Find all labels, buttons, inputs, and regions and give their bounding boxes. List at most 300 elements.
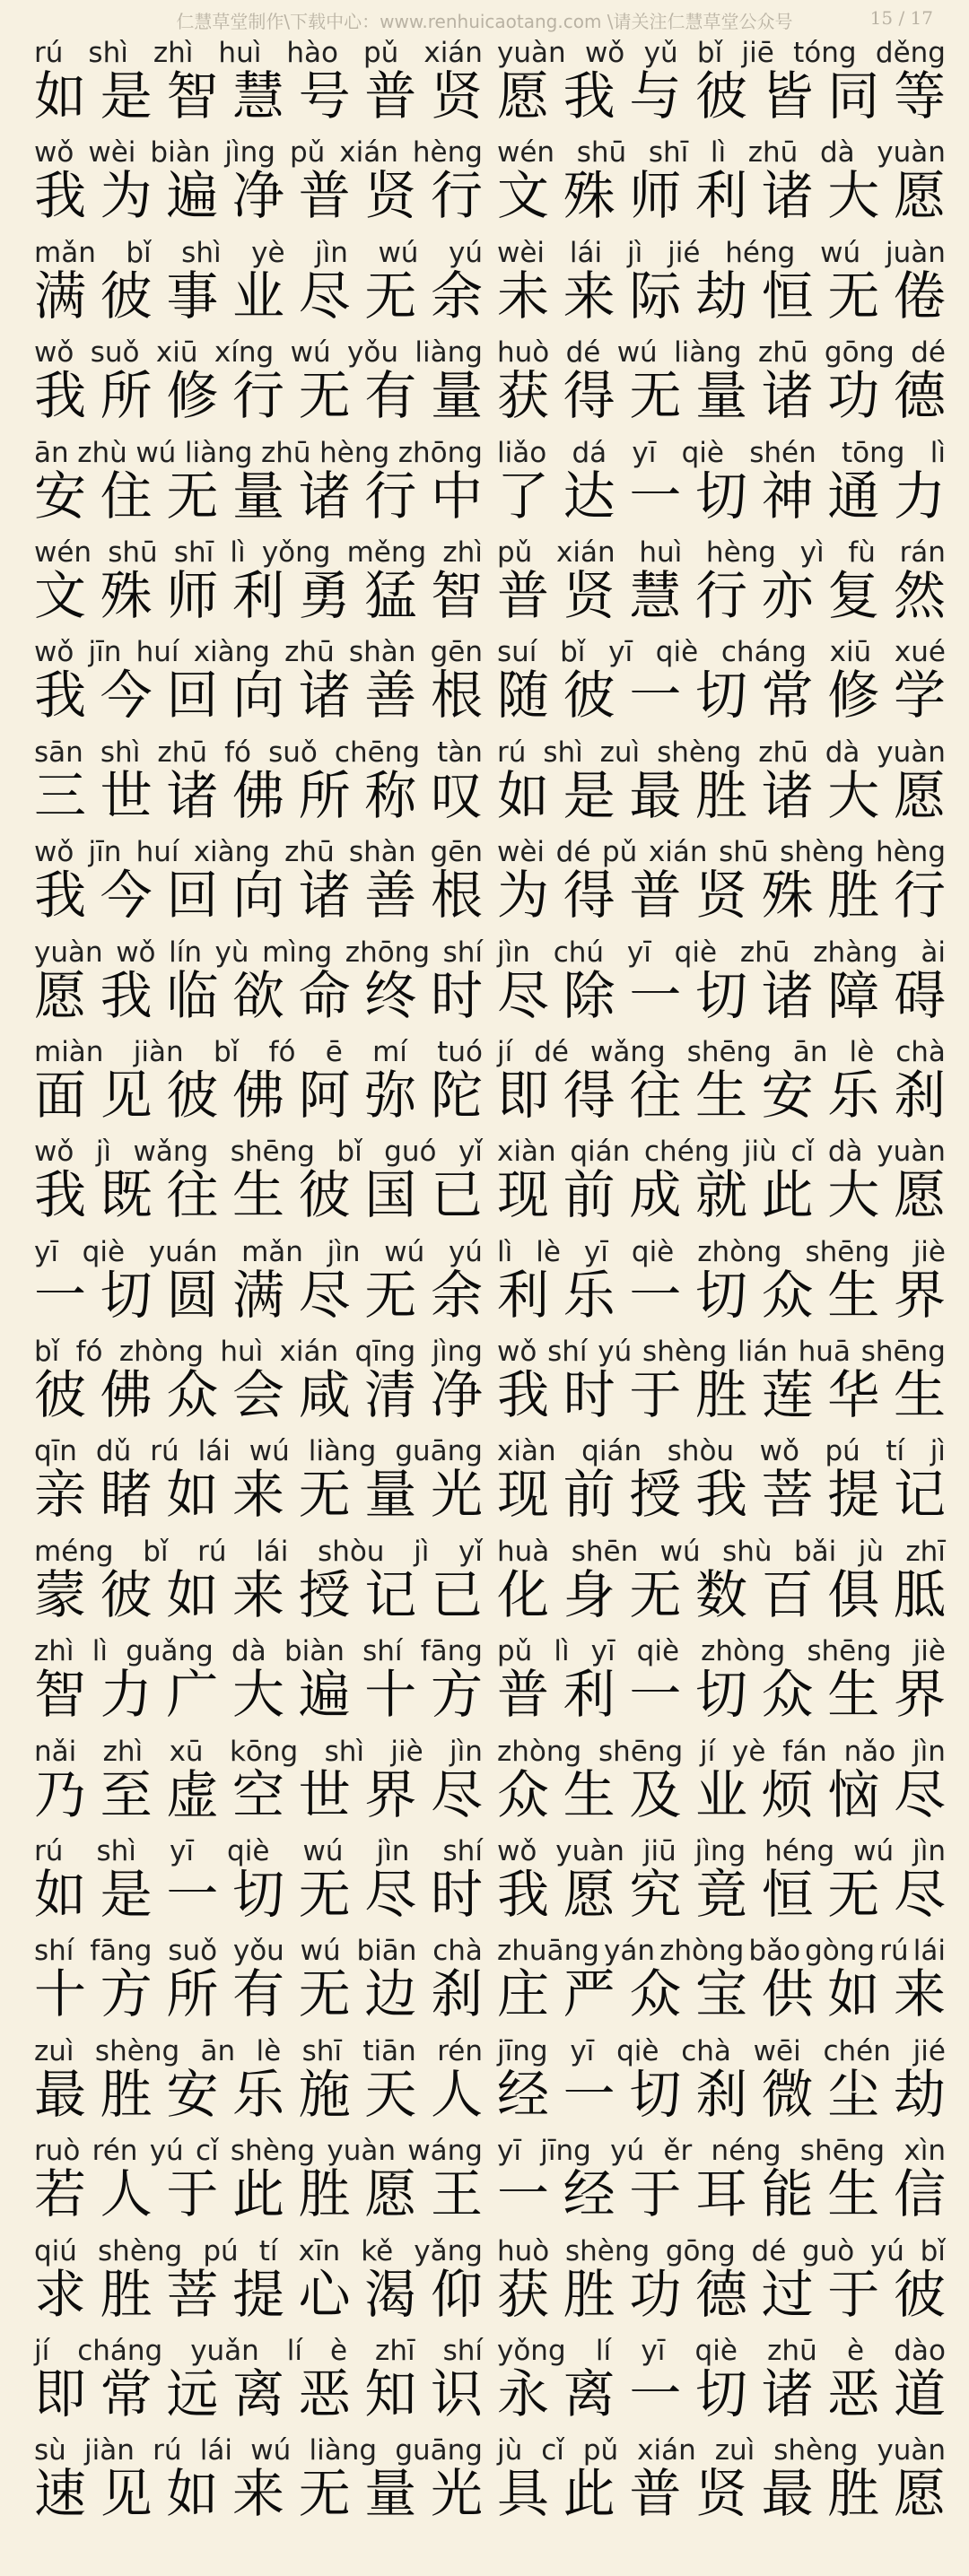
pinyin-syllable: zhòng	[701, 1635, 786, 1668]
hanzi-line	[497, 1664, 946, 1726]
pinyin-syllable: ē	[325, 1035, 343, 1068]
verse-line-left	[34, 229, 483, 328]
pinyin-syllable: jì	[930, 1435, 946, 1468]
hanzi-char: 有	[231, 1963, 284, 2025]
pinyin-syllable: jīng	[540, 2135, 591, 2168]
hanzi-char: 提	[827, 1464, 880, 1526]
verse-row	[0, 29, 969, 128]
hanzi-char: 人	[100, 2163, 153, 2225]
pinyin-syllable: rú	[153, 2434, 182, 2467]
hanzi-char: 殊	[563, 165, 615, 227]
hanzi-char: 往	[629, 1064, 682, 1126]
hanzi-char: 界	[364, 1763, 417, 1825]
pinyin-syllable: pú	[825, 1435, 860, 1468]
hanzi-line	[34, 1563, 483, 1625]
pinyin-syllable: wǒ	[759, 1435, 799, 1468]
pinyin-syllable: guāng	[395, 2434, 483, 2467]
hanzi-char: 光	[430, 1464, 483, 1526]
hanzi-char: 及	[629, 1763, 682, 1825]
pinyin-syllable: jìng	[694, 1835, 746, 1868]
hanzi-line	[34, 165, 483, 227]
hanzi-char: 诸	[761, 165, 814, 227]
pinyin-syllable: cháng	[720, 636, 807, 669]
hanzi-line	[34, 1763, 483, 1825]
hanzi-char: 成	[629, 1164, 682, 1226]
verse-line-left	[34, 1727, 483, 1827]
hanzi-char: 普	[497, 1664, 550, 1726]
verse-row	[0, 1228, 969, 1327]
hanzi-char: 最	[761, 2463, 814, 2525]
pinyin-syllable: huí	[135, 836, 179, 869]
pinyin-syllable: cháng	[77, 2334, 163, 2367]
hanzi-char: 世	[298, 1763, 351, 1825]
pinyin-syllable: yī	[608, 636, 633, 669]
pinyin-line	[34, 2036, 483, 2067]
pinyin-syllable: fó	[224, 735, 251, 769]
pinyin-syllable: huí	[135, 636, 179, 669]
hanzi-char: 空	[231, 1763, 284, 1825]
hanzi-char: 切	[231, 1864, 284, 1926]
hanzi-char: 愿	[893, 764, 946, 826]
hanzi-char: 尽	[298, 1264, 351, 1326]
pinyin-syllable: hèng	[875, 836, 946, 869]
pinyin-syllable: zhì	[442, 535, 483, 569]
pinyin-syllable: tí	[258, 2234, 278, 2267]
pinyin-syllable: jīn	[88, 636, 122, 669]
pinyin-syllable: wú	[659, 1535, 701, 1568]
hanzi-char: 胜	[298, 2163, 351, 2225]
hanzi-char: 号	[298, 65, 351, 126]
pinyin-syllable: shèng	[230, 2135, 316, 2168]
pinyin-syllable: wú	[135, 436, 177, 469]
hanzi-char: 光	[430, 2463, 483, 2525]
pinyin-syllable: hèng	[412, 136, 483, 170]
pinyin-syllable: lì	[92, 1635, 108, 1668]
hanzi-char: 智	[34, 1664, 87, 1726]
hanzi-line	[34, 1064, 483, 1126]
hanzi-char: 众	[761, 1664, 814, 1726]
hanzi-line	[34, 2363, 483, 2424]
hanzi-char: 菩	[761, 1464, 814, 1526]
hanzi-char: 恒	[761, 265, 814, 326]
pinyin-syllable: dà	[819, 136, 855, 170]
pinyin-syllable: jié	[668, 236, 701, 269]
hanzi-char: 通	[827, 465, 880, 527]
hanzi-char: 时	[430, 964, 483, 1026]
hanzi-char: 见	[100, 1064, 153, 1126]
hanzi-char: 切	[694, 465, 747, 527]
verse-row	[0, 1727, 969, 1827]
hanzi-char: 普	[298, 165, 351, 227]
pinyin-syllable: liàng	[184, 436, 253, 469]
pinyin-syllable: dé	[534, 1035, 569, 1068]
hanzi-char: 睹	[100, 1464, 153, 1526]
pinyin-line	[34, 837, 483, 867]
hanzi-char: 根	[430, 865, 483, 927]
pinyin-syllable: qiè	[82, 1235, 126, 1268]
verse-line-right	[497, 1927, 946, 2026]
pinyin-syllable: shēng	[860, 1336, 946, 1369]
pinyin-syllable: wèi	[497, 236, 546, 269]
pinyin-line	[34, 1936, 483, 1966]
hanzi-char: 无	[827, 1864, 880, 1926]
hanzi-line	[34, 1664, 483, 1726]
hanzi-char: 我	[694, 1464, 747, 1526]
pinyin-syllable: gōng	[665, 2234, 736, 2267]
pinyin-syllable: jiū	[642, 1835, 677, 1868]
pinyin-syllable: shèng	[564, 2234, 650, 2267]
pinyin-syllable: lín	[169, 936, 202, 969]
pinyin-syllable: wǒ	[497, 1835, 537, 1868]
pinyin-syllable: rú	[879, 1935, 909, 1968]
verse-line-right	[497, 2027, 946, 2127]
hanzi-char: 愿	[893, 2463, 946, 2525]
pinyin-syllable: zhì	[102, 1735, 144, 1768]
pinyin-syllable: rú	[34, 37, 64, 69]
pinyin-syllable: huò	[497, 2234, 550, 2267]
pinyin-syllable: jìn	[327, 1235, 361, 1268]
hanzi-char: 诸	[761, 365, 814, 427]
hanzi-char: 众	[761, 1264, 814, 1326]
pinyin-syllable: shén	[749, 436, 816, 469]
pinyin-syllable: shí	[362, 1635, 403, 1668]
hanzi-char: 来	[231, 1563, 284, 1625]
hanzi-char: 莲	[761, 1364, 814, 1426]
hanzi-char: 愿	[497, 65, 550, 126]
pinyin-syllable: shèng	[98, 2234, 183, 2267]
pinyin-syllable: pú	[203, 2234, 239, 2267]
hanzi-char: 如	[166, 2463, 219, 2525]
hanzi-char: 如	[827, 1963, 880, 2025]
hanzi-line	[497, 2163, 946, 2225]
pinyin-syllable: shèng	[773, 2434, 859, 2467]
hanzi-char: 具	[497, 2463, 550, 2525]
hanzi-char: 前	[563, 1164, 615, 1226]
hanzi-char: 离	[231, 2363, 284, 2424]
hanzi-char: 十	[364, 1664, 417, 1726]
hanzi-char: 住	[100, 465, 153, 527]
verse-line-left	[34, 728, 483, 828]
pinyin-syllable: kě	[361, 2234, 394, 2267]
hanzi-line	[497, 2463, 946, 2525]
pinyin-syllable: jìn	[450, 1735, 483, 1768]
hanzi-char: 是	[100, 1864, 153, 1926]
pinyin-syllable: sān	[34, 735, 83, 769]
hanzi-line	[497, 1963, 946, 2025]
pinyin-line	[34, 537, 483, 568]
pinyin-syllable: shēng	[807, 1635, 892, 1668]
pinyin-syllable: jìng	[224, 136, 275, 170]
pinyin-syllable: xiàn	[497, 1435, 556, 1468]
verse-line-right	[497, 2227, 946, 2327]
verse-line-right	[497, 128, 946, 228]
verse-line-left	[34, 1927, 483, 2026]
pinyin-syllable: jí	[34, 2334, 50, 2367]
pinyin-syllable: lè	[536, 1235, 561, 1268]
hanzi-char: 了	[497, 465, 550, 527]
hanzi-char: 称	[364, 764, 417, 826]
pinyin-syllable: rén	[437, 2034, 483, 2067]
hanzi-char: 微	[761, 2063, 814, 2125]
hanzi-char: 余	[430, 1264, 483, 1326]
pinyin-syllable: wǒ	[34, 336, 74, 370]
hanzi-char: 佛	[100, 1364, 153, 1426]
pinyin-syllable: yú	[598, 1336, 633, 1369]
pinyin-syllable: hèng	[319, 436, 390, 469]
hanzi-char: 如	[166, 1563, 219, 1625]
pinyin-syllable: jiè	[912, 1635, 946, 1668]
hanzi-char: 师	[166, 564, 219, 626]
hanzi-char: 咸	[298, 1364, 351, 1426]
pinyin-syllable: jù	[497, 2434, 523, 2467]
pinyin-syllable: bǐ	[34, 1336, 60, 1369]
hanzi-char: 此	[563, 2463, 615, 2525]
hanzi-char: 此	[761, 1164, 814, 1226]
hanzi-char: 一	[166, 1864, 219, 1926]
hanzi-char: 彼	[100, 265, 153, 326]
hanzi-char: 十	[34, 1963, 87, 2025]
hanzi-char: 既	[100, 1164, 153, 1226]
verse-line-right	[497, 229, 946, 328]
hanzi-line	[497, 1364, 946, 1426]
hanzi-line	[34, 764, 483, 826]
hanzi-char: 安	[34, 465, 87, 527]
pinyin-syllable: lè	[256, 2034, 282, 2067]
hanzi-char: 所	[166, 1963, 219, 2025]
hanzi-char: 殊	[100, 564, 153, 626]
hanzi-char: 一	[563, 2063, 615, 2125]
pinyin-syllable: shēng	[598, 1735, 684, 1768]
hanzi-line	[34, 2263, 483, 2325]
hanzi-char: 大	[827, 764, 880, 826]
pinyin-syllable: xián	[279, 1336, 339, 1369]
hanzi-line	[497, 465, 946, 527]
hanzi-char: 恶	[827, 2363, 880, 2424]
pinyin-syllable: fù	[848, 535, 876, 569]
hanzi-char: 终	[364, 964, 417, 1026]
pinyin-syllable: chéng	[644, 1136, 730, 1169]
pinyin-syllable: bǐ	[336, 1136, 362, 1169]
pinyin-syllable: zhū	[157, 735, 207, 769]
pinyin-syllable: lì	[230, 535, 246, 569]
hanzi-char: 彼	[100, 1563, 153, 1625]
hanzi-char: 切	[694, 665, 747, 727]
hanzi-char: 普	[364, 65, 417, 126]
pinyin-line	[34, 238, 483, 268]
hanzi-char: 胜	[694, 1364, 747, 1426]
pinyin-line	[497, 2136, 946, 2166]
hanzi-char: 来	[231, 2463, 284, 2525]
pinyin-syllable: shì	[324, 1735, 364, 1768]
hanzi-char: 得	[563, 365, 615, 427]
hanzi-char: 随	[497, 665, 550, 727]
verse-row	[0, 1627, 969, 1727]
hanzi-char: 大	[827, 165, 880, 227]
pinyin-syllable: pǔ	[497, 535, 533, 569]
hanzi-char: 菩	[166, 2263, 219, 2325]
verse-row	[0, 128, 969, 228]
pinyin-syllable: shèng	[657, 735, 742, 769]
hanzi-char: 所	[298, 764, 351, 826]
pinyin-syllable: shī	[173, 535, 214, 569]
pinyin-syllable: zhì	[153, 37, 194, 69]
hanzi-char: 业	[231, 265, 284, 326]
pinyin-line	[497, 937, 946, 968]
pinyin-syllable: huì	[218, 37, 262, 69]
pinyin-syllable: měng	[346, 535, 427, 569]
hanzi-char: 一	[497, 2163, 550, 2225]
pinyin-line	[497, 1336, 946, 1367]
hanzi-char: 胜	[100, 2263, 153, 2325]
pinyin-syllable: pǔ	[582, 2434, 619, 2467]
hanzi-char: 经	[563, 2163, 615, 2225]
hanzi-char: 现	[497, 1464, 550, 1526]
pinyin-syllable: shèng	[642, 1336, 728, 1369]
pinyin-line	[497, 1536, 946, 1567]
verse-line-left	[34, 1427, 483, 1527]
pinyin-syllable: shù	[722, 1535, 773, 1568]
pinyin-syllable: xián	[339, 136, 398, 170]
hanzi-char: 恼	[827, 1763, 880, 1825]
pinyin-syllable: yǒng	[497, 2334, 566, 2367]
hanzi-char: 蒙	[34, 1563, 87, 1625]
pinyin-syllable: yī	[590, 1635, 615, 1668]
hanzi-char: 余	[430, 265, 483, 326]
hanzi-char: 陀	[430, 1064, 483, 1126]
hanzi-char: 量	[364, 1464, 417, 1526]
pinyin-syllable: chà	[681, 2034, 731, 2067]
verse-row	[0, 2426, 969, 2526]
hanzi-char: 识	[430, 2363, 483, 2424]
page-number: 15 / 17	[869, 7, 933, 29]
verse-line-left	[34, 1028, 483, 1127]
hanzi-char: 无	[629, 365, 682, 427]
hanzi-char: 诸	[761, 2363, 814, 2424]
verse-row	[0, 328, 969, 428]
pinyin-syllable: yuán	[148, 1235, 218, 1268]
pinyin-syllable: lái	[256, 1535, 289, 1568]
pinyin-syllable: zhū	[739, 936, 790, 969]
pinyin-syllable: rán	[899, 535, 946, 569]
pinyin-syllable: yī	[641, 2334, 666, 2367]
pinyin-syllable: yuàn	[877, 1136, 946, 1169]
hanzi-char: 会	[231, 1364, 284, 1426]
pinyin-syllable: suǒ	[168, 1935, 218, 1968]
hanzi-char: 胜	[563, 2263, 615, 2325]
verse-line-left	[34, 628, 483, 727]
pinyin-syllable: tiān	[362, 2034, 416, 2067]
hanzi-char: 时	[430, 1864, 483, 1926]
pinyin-syllable: héng	[764, 1835, 835, 1868]
hanzi-char: 生	[893, 1364, 946, 1426]
hanzi-char: 贤	[694, 2463, 747, 2525]
hanzi-char: 庄	[497, 1963, 550, 2025]
hanzi-char: 有	[364, 365, 417, 427]
verse-line-right	[497, 1028, 946, 1127]
pinyin-syllable: zhōng	[345, 936, 431, 969]
pinyin-syllable: lái	[197, 1435, 231, 1468]
hanzi-char: 严	[563, 1963, 615, 2025]
verse-row	[0, 1028, 969, 1127]
hanzi-char: 佛	[231, 1064, 284, 1126]
pinyin-syllable: dé	[751, 2234, 787, 2267]
pinyin-syllable: shàn	[348, 836, 416, 869]
hanzi-char: 德	[694, 2263, 747, 2325]
pinyin-line	[34, 1836, 483, 1867]
hanzi-char: 胜	[694, 764, 747, 826]
hanzi-char: 弥	[364, 1064, 417, 1126]
pinyin-syllable: zuì	[34, 2034, 74, 2067]
hanzi-char: 虚	[166, 1763, 219, 1825]
pinyin-syllable: miàn	[34, 1035, 104, 1068]
pinyin-syllable: huà	[497, 1535, 550, 1568]
verse-line-right	[497, 728, 946, 828]
hanzi-char: 恶	[298, 2363, 351, 2424]
hanzi-char: 净	[430, 1364, 483, 1426]
verse-line-right	[497, 29, 946, 128]
hanzi-char: 遍	[298, 1664, 351, 1726]
pinyin-syllable: shēng	[805, 1235, 890, 1268]
hanzi-line	[497, 2063, 946, 2125]
pinyin-syllable: yǔ	[643, 37, 678, 69]
hanzi-char: 如	[497, 764, 550, 826]
pinyin-syllable: jì	[95, 1136, 112, 1169]
verse-line-right	[497, 1827, 946, 1927]
pinyin-syllable: yuàn	[877, 136, 946, 170]
pinyin-syllable: shì	[543, 735, 583, 769]
pinyin-line	[34, 2336, 483, 2366]
hanzi-char: 彼	[563, 665, 615, 727]
pinyin-syllable: dé	[565, 336, 601, 370]
hanzi-char: 彼	[34, 1364, 87, 1426]
pinyin-syllable: rú	[150, 1435, 179, 1468]
verse-row	[0, 2227, 969, 2327]
verse-line-left	[34, 29, 483, 128]
hanzi-char: 道	[893, 2363, 946, 2424]
hanzi-char: 佛	[231, 764, 284, 826]
hanzi-char: 无	[298, 2463, 351, 2525]
pinyin-syllable: bǐ	[920, 2234, 946, 2267]
pinyin-syllable: wáng	[407, 2135, 483, 2168]
hanzi-char: 一	[629, 964, 682, 1026]
pinyin-line	[34, 2136, 483, 2166]
pinyin-syllable: yán	[603, 1935, 655, 1968]
verse-line-left	[34, 2227, 483, 2327]
pinyin-line	[497, 537, 946, 568]
verse-row	[0, 1927, 969, 2026]
pinyin-syllable: tōng	[842, 436, 905, 469]
hanzi-char: 功	[827, 365, 880, 427]
pinyin-syllable: xíng	[214, 336, 275, 370]
hanzi-char: 一	[629, 465, 682, 527]
pinyin-syllable: dé	[911, 336, 946, 370]
verse-line-left	[34, 828, 483, 927]
pinyin-syllable: fó	[268, 1035, 296, 1068]
hanzi-char: 尽	[893, 1864, 946, 1926]
pinyin-syllable: shàn	[348, 636, 416, 669]
pinyin-syllable: liàng	[309, 2434, 378, 2467]
hanzi-char: 化	[497, 1563, 550, 1625]
hanzi-char: 一	[629, 665, 682, 727]
hanzi-char: 永	[497, 2363, 550, 2424]
pinyin-syllable: bǐ	[560, 636, 586, 669]
hanzi-char: 于	[827, 2263, 880, 2325]
pinyin-syllable: xīn	[298, 2234, 341, 2267]
hanzi-char: 至	[100, 1763, 153, 1825]
verse-row	[0, 1827, 969, 1927]
pinyin-syllable: shì	[96, 1835, 136, 1868]
pinyin-line	[34, 937, 483, 968]
